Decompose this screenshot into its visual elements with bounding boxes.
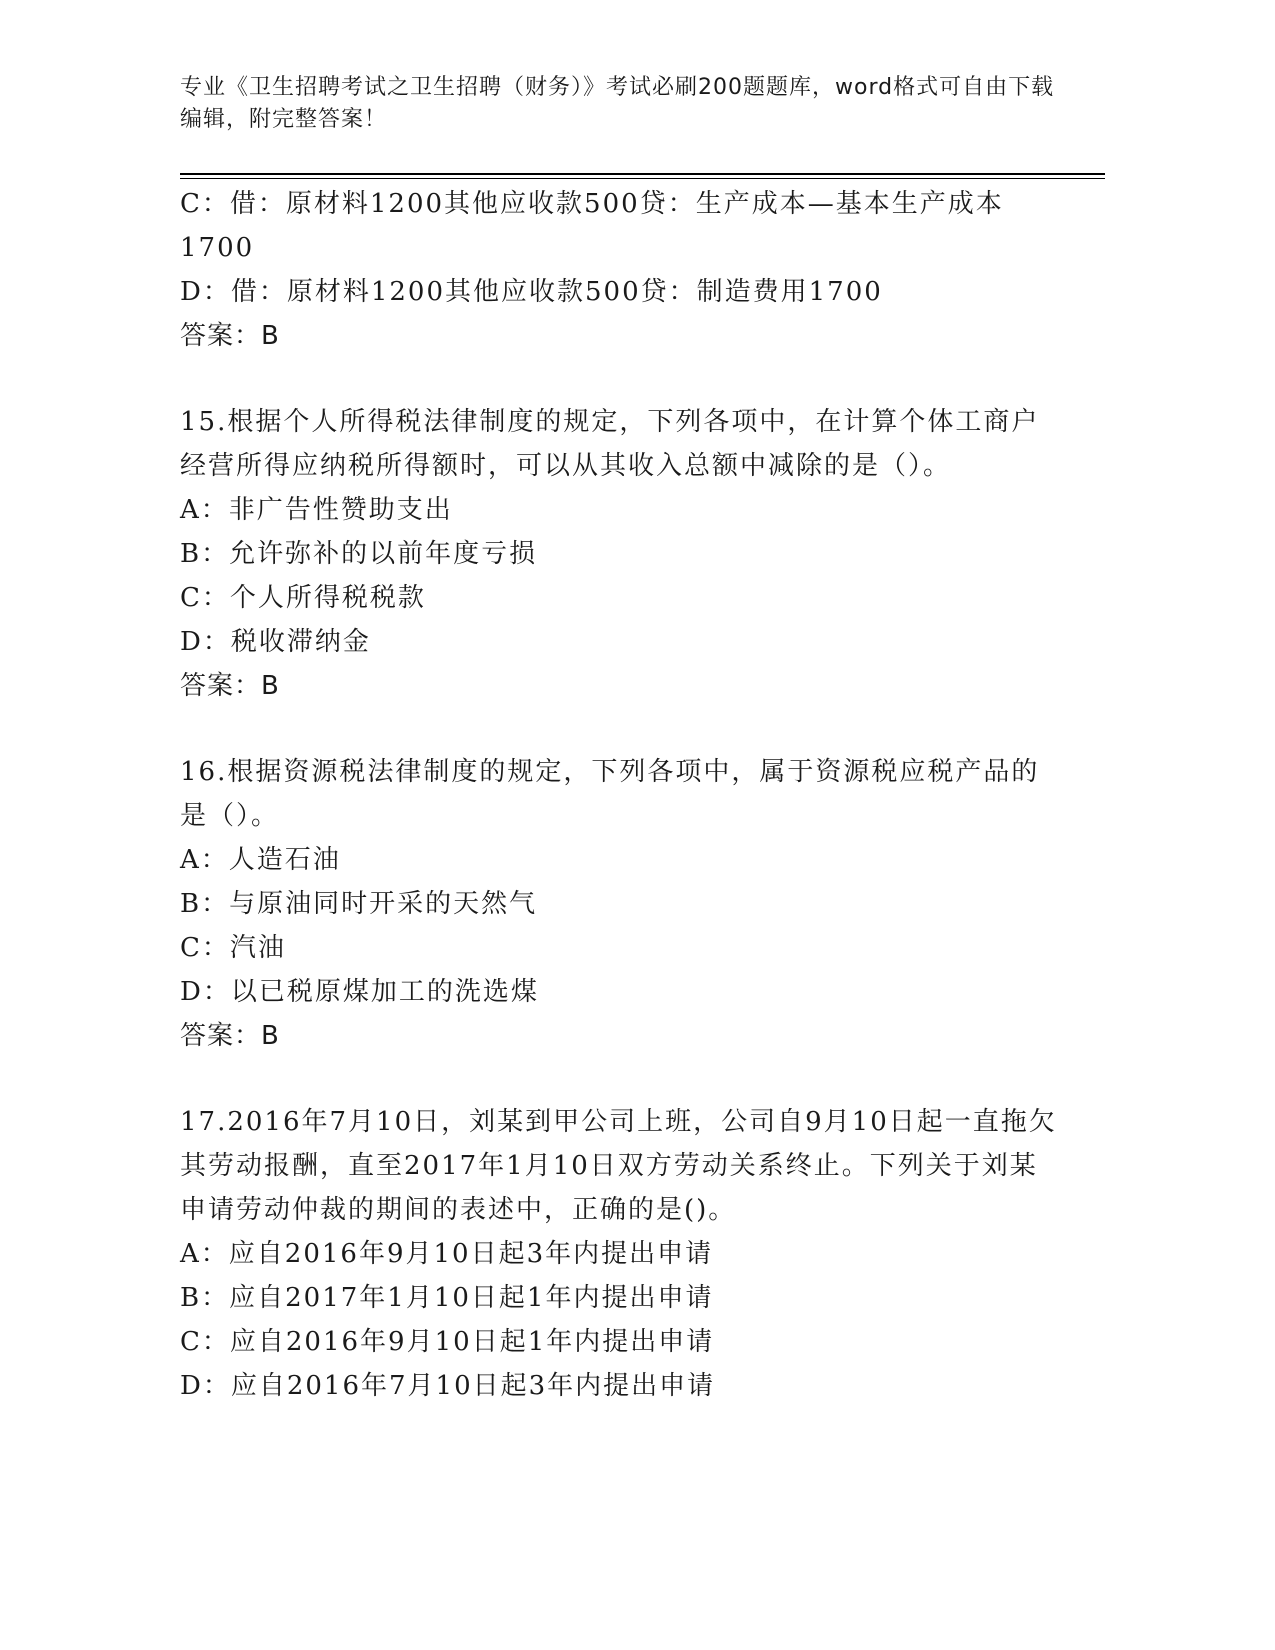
question-14-tail (180, 182, 1060, 358)
question-17 (180, 1100, 1060, 1408)
option-c: C：个人所得税税款 (180, 583, 426, 613)
answer: 答案：B (180, 321, 280, 351)
option-a: A：非广告性赞助支出 (180, 495, 453, 525)
header-rule-thin (180, 178, 1105, 179)
option-c: C：借：原材料1200其他应收款500贷：生产成本—基本生产成本 (180, 189, 1004, 219)
question-text: 16.根据资源税法律制度的规定，下列各项中，属于资源税应税产品的是（）。 (180, 757, 1040, 831)
answer: 答案：B (180, 671, 280, 701)
option-d: D：以已税原煤加工的洗选煤 (180, 977, 539, 1007)
header-rule-thick (180, 173, 1105, 175)
document-header: 专业《卫生招聘考试之卫生招聘（财务）》考试必刷200题题库，word格式可自由下载编辑，附完整答案！ (180, 75, 1055, 132)
option-a: A：人造石油 (180, 845, 341, 875)
option-d: D：借：原材料1200其他应收款500贷：制造费用1700 (180, 277, 883, 307)
answer: 答案：B (180, 1021, 280, 1051)
document-body (180, 182, 1060, 1408)
question-16 (180, 750, 1060, 1058)
question-text: 15.根据个人所得税法律制度的规定，下列各项中，在计算个体工商户经营所得应纳税所得额时，可以从其收入总额中减除的是（）。 (180, 407, 1040, 481)
option-a: A：应自2016年9月10日起3年内提出申请 (180, 1239, 714, 1269)
option-c-continued: 1700 (180, 233, 255, 263)
option-d: D：税收滞纳金 (180, 627, 371, 657)
question-text: 17.2016年7月10日，刘某到甲公司上班，公司自9月10日起一直拖欠其劳动报酬，直至2017年1月10日双方劳动关系终止。下列关于刘某申请劳动仲裁的期间的表述中，正确的是()。 (180, 1107, 1057, 1225)
question-15 (180, 400, 1060, 708)
option-c: C：汽油 (180, 933, 286, 963)
option-c: C：应自2016年9月10日起1年内提出申请 (180, 1327, 715, 1357)
option-b: B：允许弥补的以前年度亏损 (180, 539, 538, 569)
option-b: B：应自2017年1月10日起1年内提出申请 (180, 1283, 714, 1313)
option-d: D：应自2016年7月10日起3年内提出申请 (180, 1371, 716, 1401)
option-b: B：与原油同时开采的天然气 (180, 889, 538, 919)
